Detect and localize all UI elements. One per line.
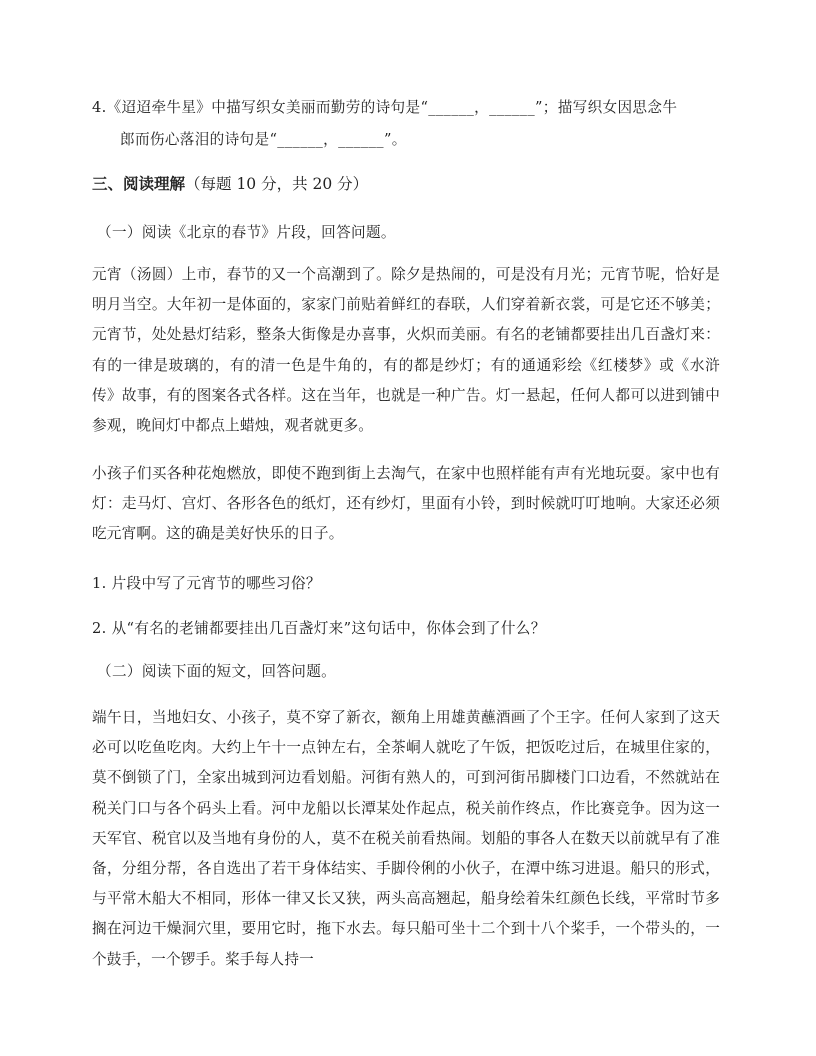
part-2-heading: （二）阅读下面的短文，回答问题。 [97, 663, 337, 680]
part-1-question-2: 2. 从“有名的老铺都要挂出几百盏灯来”这句话中，你体会到了什么？ [92, 620, 546, 637]
section-3-heading [92, 172, 368, 194]
part-1-heading: （一）阅读《北京的春节》片段，回答问题。 [97, 224, 396, 241]
part-1-paragraph-2: 小孩子们买各种花炮燃放，即使不跑到街上去淘气，在家中也照样能有声有光地玩耍。家中也有灯：走马灯、宫灯、各形各色的纸灯，还有纱灯，里面有小铃，到时候就叮叮地响。大家还必须吃元宵啊。这的确是美好快乐的日子。 [92, 465, 720, 543]
part-2-paragraph-1: 端午日，当地妇女、小孩子，莫不穿了新衣，额角上用雄黄蘸酒画了个王字。任何人家到了这天必可以吃鱼吃肉。大约上午十一点钟左右，全茶峒人就吃了午饭，把饭吃过后，在城里住家的，莫不倒锁了门，全家出城到河边看划船。河街有熟人的，可到河街吊脚楼门口边看，不然就站在税关门口与各个码头上看。河中龙船以长潭某处作起点，税关前作终点，作比赛竞争。因为这一天军官、税官以及当地有身份的人，莫不在税关前看热闹。划船的事各人在数天以前就早有了准备，分组分帮，各自选出了若干身体结实、手脚伶俐的小伙子，在潭中练习进退。船只的形式，与平常木船大不相同，形体一律又长又狭，两头高高翘起，船身绘着朱红颜色长线，平常时节多搁在河边干燥洞穴里，要用它时，拖下水去。每只船可坐十二个到十八个桨手，一个带头的，一个鼓手，一个锣手。桨手每人持一 [92, 709, 720, 968]
section-3-title: 三、阅读理解 [92, 174, 186, 193]
question-4-line-1: 4.《迢迢牵牛星》中描写织女美丽而勤劳的诗句是“______，______”；描写织女因思念牛 [92, 99, 678, 116]
question-4-line-2: 郎而伤心落泪的诗句是“______，______”。 [120, 131, 407, 148]
part-1-paragraph-1: 元宵（汤圆）上市，春节的又一个高潮到了。除夕是热闹的，可是没有月光；元宵节呢，恰好是明月当空。大年初一是体面的，家家门前贴着鲜红的春联，人们穿着新衣裳，可是它还不够美；元宵节，处处悬灯结彩，整条大街像是办喜事，火炽而美丽。有名的老铺都要挂出几百盏灯来：有的一律是玻璃的，有的清一色是牛角的，有的都是纱灯；有的通通彩绘《红楼梦》或《水浒传》故事，有的图案各式各样。这在当年，也就是一种广告。灯一悬起，任何人都可以进到铺中参观，晚间灯中都点上蜡烛，观者就更多。 [92, 266, 720, 435]
part-1-question-1: 1. 片段中写了元宵节的哪些习俗？ [92, 575, 321, 592]
section-3-score-note: （每题 10 分，共 20 分） [185, 175, 369, 193]
